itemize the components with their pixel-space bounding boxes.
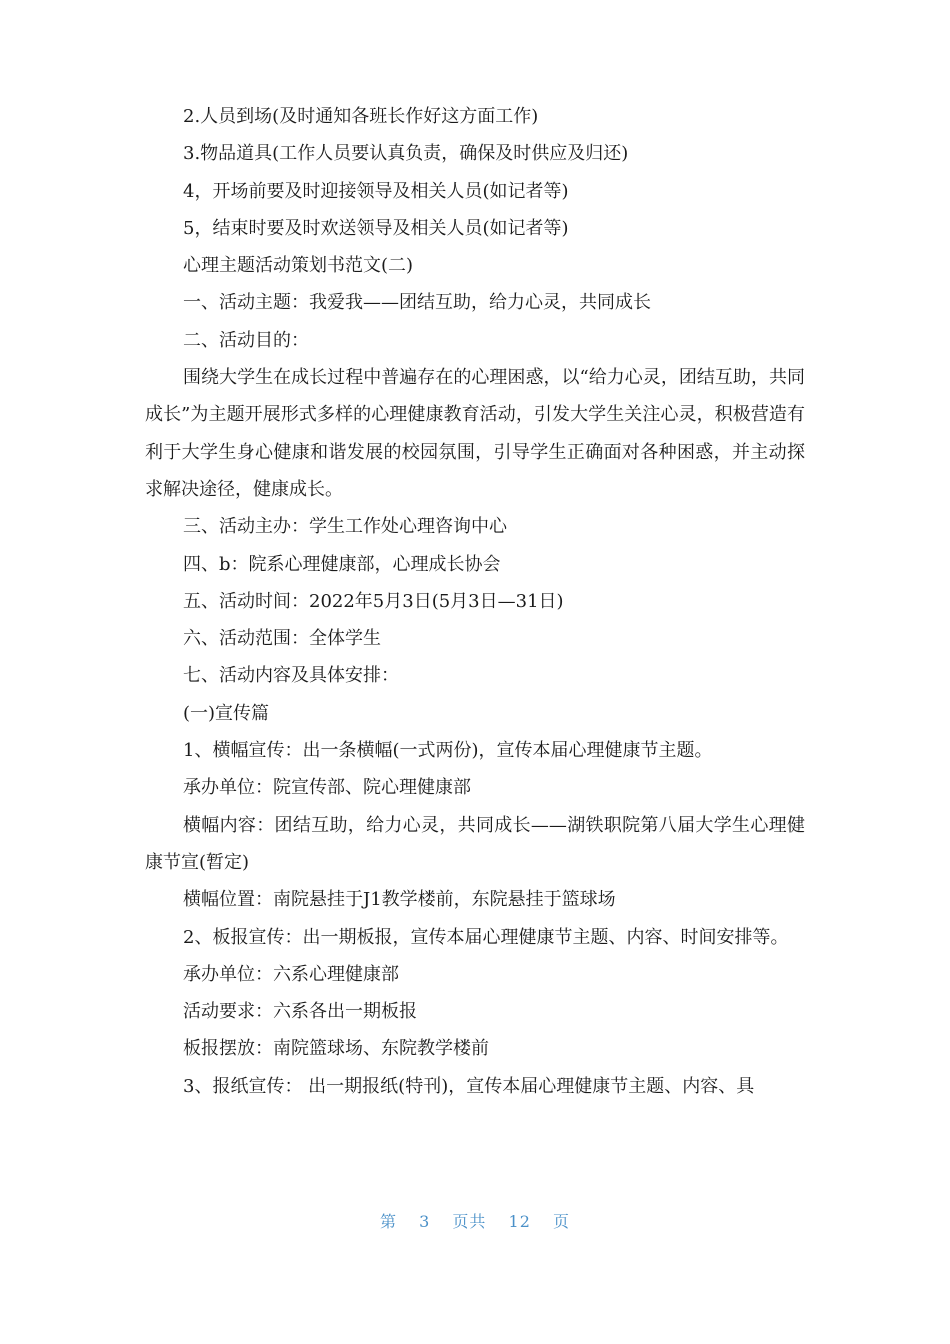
blackboard-organizer: 承办单位：六系心理健康部 (183, 963, 399, 985)
section-title: 心理主题活动策划书范文(二) (183, 255, 414, 277)
activity-co-organizer: 四、b：院系心理健康部，心理成长协会 (183, 553, 501, 575)
activity-host: 三、活动主办：学生工作处心理咨询中心 (183, 516, 507, 538)
blackboard-placement: 板报摆放：南院篮球场、东院教学楼前 (183, 1038, 489, 1060)
footer-mid: 页共 (452, 1212, 487, 1231)
banner-promotion: 1、横幅宣传：出一条横幅(一式两份)，宣传本届心理健康节主题。 (183, 740, 713, 762)
page-footer (0, 1211, 950, 1233)
activity-content-heading: 七、活动内容及具体安排： (183, 665, 399, 687)
footer-current-page: 3 (419, 1212, 431, 1231)
banner-content: 横幅内容：团结互助，给力心灵，共同成长——湖铁职院第八届大学生心理健康节宣(暂定) (145, 814, 805, 873)
paragraph-2: 3.物品道具(工作人员要认真负责，确保及时供应及归还) (183, 143, 629, 165)
footer-prefix: 第 (380, 1212, 398, 1231)
blackboard-requirement: 活动要求：六系各出一期板报 (183, 1001, 417, 1023)
activity-scope: 六、活动范围：全体学生 (183, 628, 381, 650)
footer-suffix: 页 (552, 1212, 570, 1231)
blackboard-promotion: 2、板报宣传：出一期板报，宣传本届心理健康节主题、内容、时间安排等。 (183, 926, 789, 948)
banner-organizer: 承办单位：院宣传部、院心理健康部 (183, 777, 471, 799)
paragraph-4: 5，结束时要及时欢送领导及相关人员(如记者等) (183, 217, 569, 239)
document-body (145, 98, 805, 1105)
banner-location: 横幅位置：南院悬挂于J1教学楼前，东院悬挂于篮球场 (183, 889, 616, 911)
activity-time: 五、活动时间：2022年5月3日(5月3日—31日) (183, 590, 564, 612)
activity-theme: 一、活动主题：我爱我——团结互助，给力心灵，共同成长 (183, 292, 651, 314)
newspaper-promotion: 3、报纸宣传： 出一期报纸(特刊)，宣传本届心理健康节主题、内容、具 (183, 1075, 755, 1097)
paragraph-1: 2.人员到场(及时通知各班长作好这方面工作) (183, 106, 539, 127)
activity-purpose-heading: 二、活动目的： (183, 329, 309, 351)
activity-purpose-body: 围绕大学生在成长过程中普遍存在的心理困惑，以“给力心灵，团结互助，共同成长”为主题开展形式多样的心理健康教育活动，引发大学生关注心灵，积极营造有利于大学生身心健康和谐发展的校园氛围，引导学生正确面对各种困惑，并主动探求解决途径，健康成长。 (145, 367, 805, 500)
paragraph-3: 4，开场前要及时迎接领导及相关人员(如记者等) (183, 180, 569, 202)
promotion-heading: (一)宣传篇 (183, 702, 270, 724)
footer-total-pages: 12 (508, 1212, 531, 1231)
